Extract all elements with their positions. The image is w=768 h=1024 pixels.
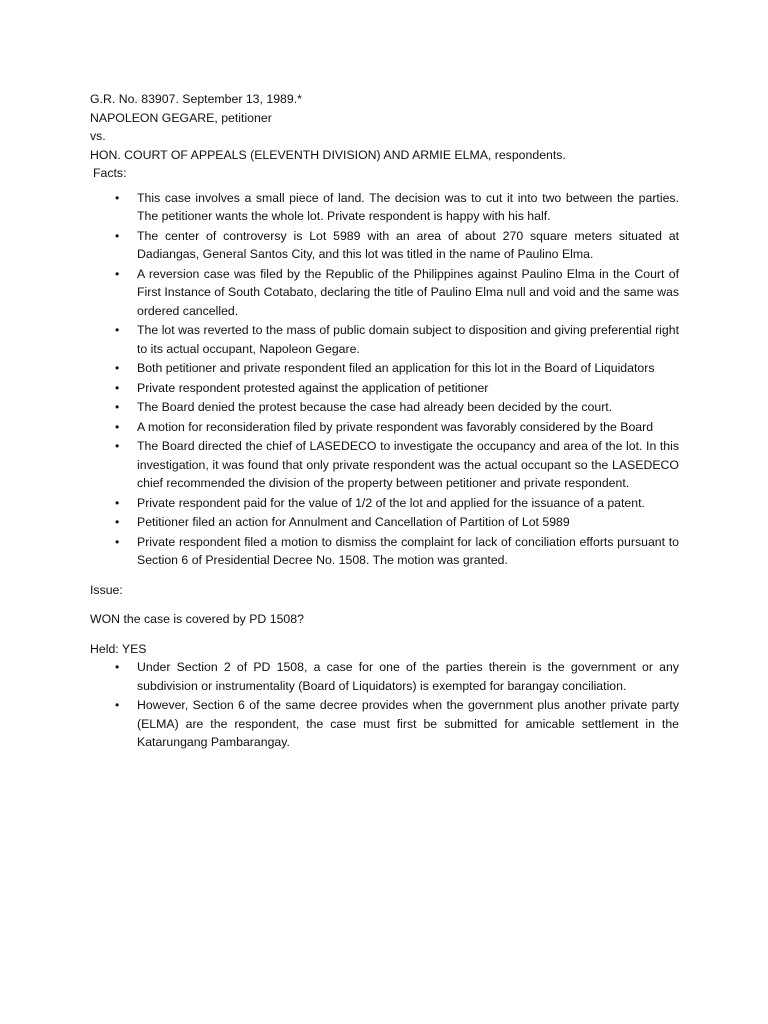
list-item-text: The Board directed the chief of LASEDECO to investigate the occupancy and area of the lot. In this investigation, it was found that only private respondent was the actual occupant so the LASEDECO chief recommended the division of the property between petitioner and private respondent. <box>137 439 679 490</box>
document-page <box>90 90 679 753</box>
list-item <box>90 227 679 264</box>
list-item <box>90 398 679 417</box>
list-item-text: A motion for reconsideration filed by private respondent was favorably considered by the Board <box>137 419 654 434</box>
bullet-icon: • <box>115 439 120 453</box>
bullet-icon: • <box>115 361 120 375</box>
respondents-line: HON. COURT OF APPEALS (ELEVENTH DIVISION) AND ARMIE ELMA, respondents. <box>90 147 566 162</box>
list-item-text: The lot was reverted to the mass of public domain subject to disposition and giving preferential right to its actual occupant, Napoleon Gegare. <box>137 323 679 356</box>
versus-line: vs. <box>90 129 106 143</box>
list-item-text: The Board denied the protest because the case had already been decided by the court. <box>137 400 613 414</box>
held-list <box>90 658 679 752</box>
list-item <box>90 379 679 398</box>
list-item-text: Private respondent filed a motion to dismiss the complaint for lack of conciliation efforts pursuant to Section 6 of Presidential Decree No. 1508. The motion was granted. <box>137 534 679 567</box>
list-item <box>90 189 679 226</box>
list-item-text: Petitioner filed an action for Annulment and Cancellation of Partition of Lot 5989 <box>137 515 570 529</box>
list-item <box>90 513 679 532</box>
list-item <box>90 494 679 513</box>
facts-list <box>90 189 679 570</box>
list-item-text: The center of controversy is Lot 5989 with an area of about 270 square meters situated at Dadiangas, General Santos City, and this lot was titled in the name of Paulino Elma. <box>137 228 679 261</box>
held-heading: Held: YES <box>90 641 147 656</box>
list-item <box>90 418 679 437</box>
list-item <box>90 533 679 570</box>
bullet-icon: • <box>115 266 120 281</box>
bullet-icon: • <box>115 380 120 395</box>
case-number: G.R. No. 83907. September 13, 1989.* <box>90 92 302 106</box>
bullet-icon: • <box>115 323 120 337</box>
list-item <box>90 437 679 493</box>
list-item <box>90 658 679 695</box>
bullet-icon: • <box>115 419 120 434</box>
list-item-text: However, Section 6 of the same decree provides when the government plus another private party (ELMA) are the respondent, the case must first be submitted for amicable settlement in the Katarungang Pambarangay. <box>137 698 679 749</box>
bullet-icon: • <box>115 495 120 510</box>
list-item <box>90 359 679 378</box>
list-item <box>90 321 679 358</box>
list-item-text: A reversion case was filed by the Republic of the Philippines against Paulino Elma in the Court of First Instance of South Cotabato, declaring the title of Paulino Elma null and void and the same was ordered cancelled. <box>137 266 679 318</box>
bullet-icon: • <box>115 400 120 414</box>
list-item-text: This case involves a small piece of land. The decision was to cut it into two between the parties. The petitioner wants the whole lot. Private respondent is happy with his half. <box>137 190 679 223</box>
facts-heading: Facts: <box>93 166 127 180</box>
bullet-icon: • <box>115 534 120 549</box>
bullet-icon: • <box>115 228 120 243</box>
bullet-icon: • <box>115 515 120 529</box>
list-item-text: Under Section 2 of PD 1508, a case for one of the parties therein is the government or any subdivision or instrumentality (Board of Liquidators) is exempted for barangay conciliation. <box>137 660 679 693</box>
list-item-text: Both petitioner and private respondent filed an application for this lot in the Board of Liquidators <box>137 361 655 375</box>
list-item <box>90 265 679 321</box>
bullet-icon: • <box>115 698 120 712</box>
issue-heading: Issue: <box>90 582 123 597</box>
bullet-icon: • <box>115 660 120 674</box>
bullet-icon: • <box>115 190 120 205</box>
list-item-text: Private respondent paid for the value of 1/2 of the lot and applied for the issuance of a patent. <box>137 495 645 510</box>
petitioner-line: NAPOLEON GEGARE, petitioner <box>90 110 272 125</box>
issue-text: WON the case is covered by PD 1508? <box>90 612 304 626</box>
list-item <box>90 696 679 752</box>
list-item-text: Private respondent protested against the application of petitioner <box>137 380 489 395</box>
